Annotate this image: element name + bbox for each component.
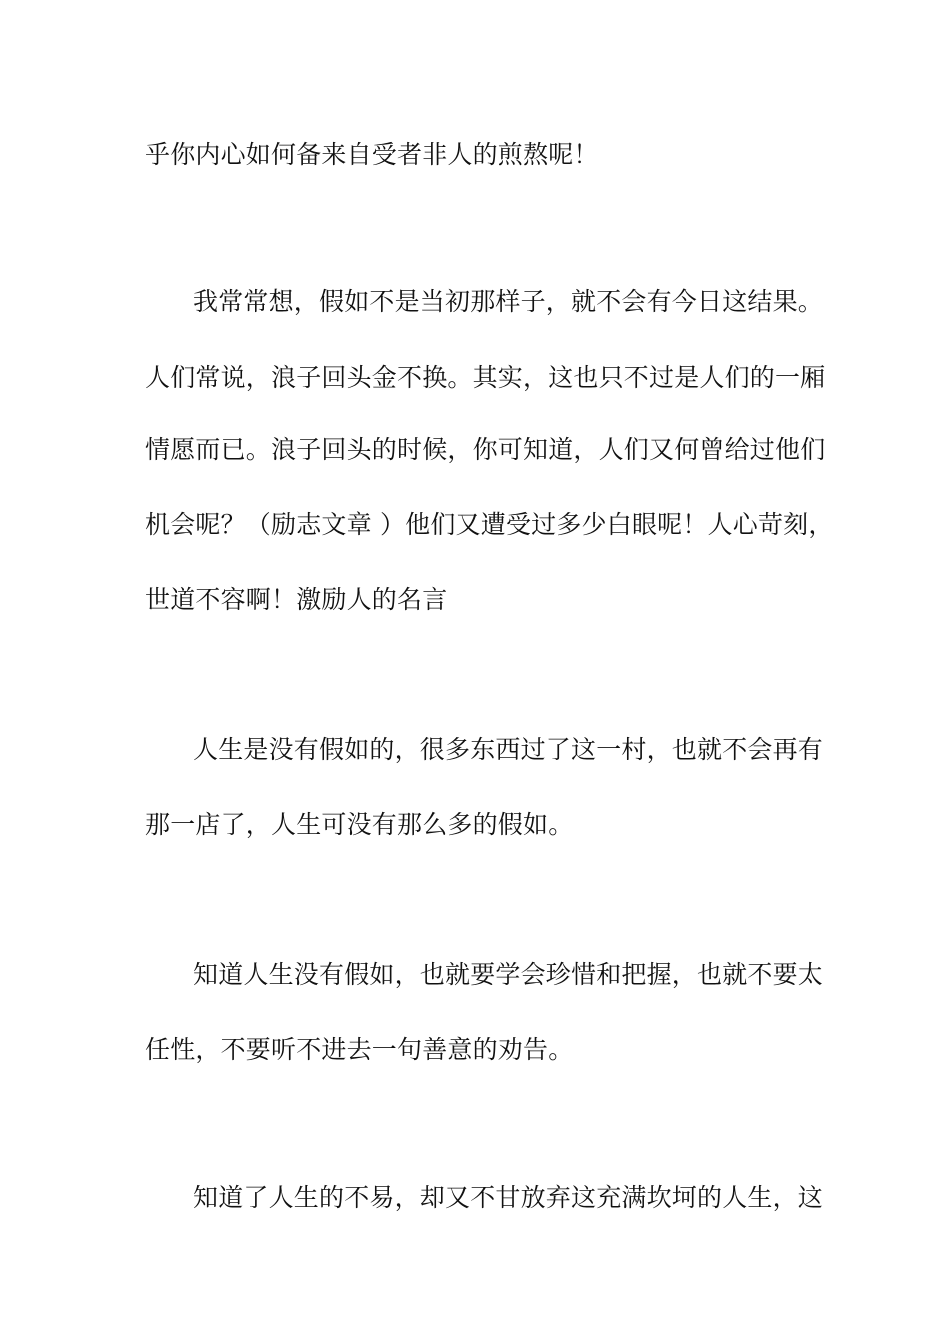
paragraph-line: 人生是没有假如的，很多东西过了这一村，也就不会再有 xyxy=(193,735,824,764)
paragraph-line: 那一店了，人生可没有那么多的假如。 xyxy=(145,810,574,839)
paragraph-line: 乎你内心如何备来自受者非人的煎熬呢！ xyxy=(145,140,599,169)
paragraph-line: 情愿而已。浪子回头的时候，你可知道，人们又何曾给过他们 xyxy=(145,435,826,464)
paragraph-line: 知道了人生的不易，却又不甘放弃这充满坎坷的人生，这 xyxy=(193,1183,824,1212)
paragraph-line: 我常常想，假如不是当初那样子，就不会有今日这结果。 xyxy=(193,287,824,316)
paragraph-line: 任性，不要听不进去一句善意的劝告。 xyxy=(145,1035,574,1064)
paragraph-line: 人们常说，浪子回头金不换。其实，这也只不过是人们的一厢 xyxy=(145,363,826,392)
paragraph-line: 机会呢？（励志文章 ）他们又遭受过多少白眼呢！人心苛刻， xyxy=(145,510,834,539)
paragraph-line: 知道人生没有假如，也就要学会珍惜和把握，也就不要太 xyxy=(193,960,824,989)
paragraph-line: 世道不容啊！激励人的名言 xyxy=(145,585,448,614)
